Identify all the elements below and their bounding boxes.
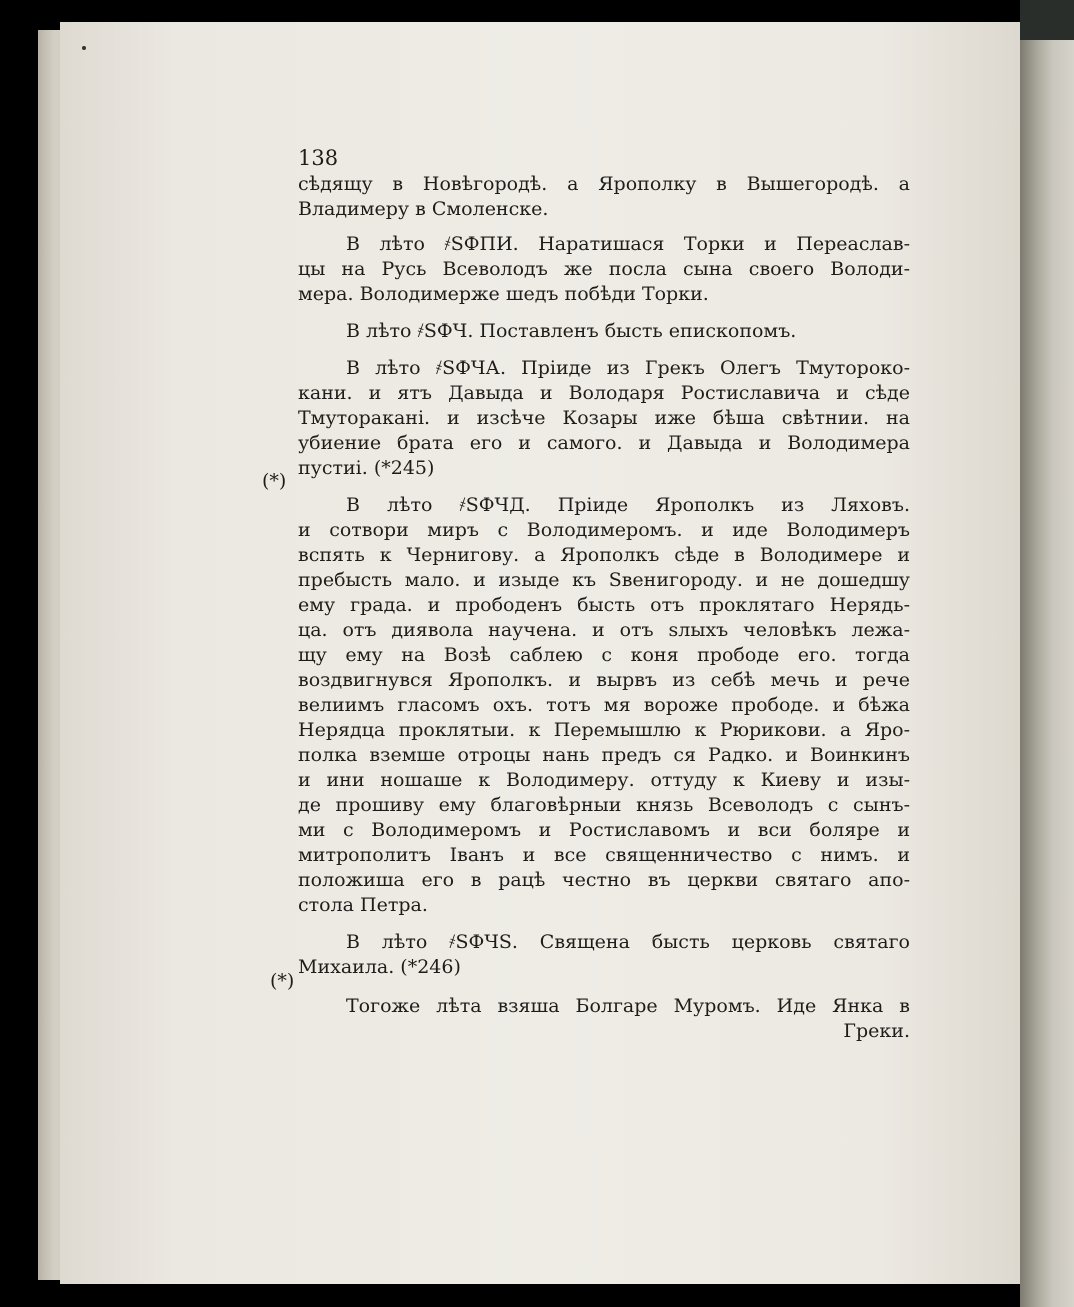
text-line: Тогоже лѣта взяша Болгаре Муромъ. Иде Янка в	[346, 995, 910, 1017]
text-line: В лѣто ҂ЅФЧД. Прiиде Ярополкъ из Ляховъ.	[346, 494, 910, 516]
text-line: и ини нoшаше к Володимеру. оттуду к Киеву и изы-	[298, 769, 910, 791]
book-spine	[1020, 0, 1074, 1307]
text-line: ми с Володимеромъ и Ростиславомъ и вси боляре и	[298, 819, 910, 841]
text-line: ему града. и прободенъ бысть отъ проклятаго Нерядь-	[298, 594, 910, 616]
page-number: 138	[298, 146, 339, 170]
page-dot-mark	[82, 46, 86, 50]
text-line: цы на Русь Всеволодъ же посла сына своего Володи-	[298, 258, 910, 280]
text-line: ца. отъ диявола научена. и отъ ѕлыхъ человѣкъ лежа-	[298, 619, 910, 641]
margin-note: (*)	[270, 970, 295, 992]
text-line: пустиі. (*245)	[298, 457, 435, 479]
text-line: щу ему на Возѣ саблею с коня прободе его. тогда	[298, 644, 910, 666]
text-line: вспять к Чернигову. а Ярополкъ сѣде в Володимере и	[298, 544, 910, 566]
text-line: де прошиву ему благовѣрныи князь Всеволодъ с сынъ-	[298, 794, 910, 816]
text-line: стола Петра.	[298, 894, 428, 916]
text-line: В лѣто ҂ЅФПИ. Наратишася Торки и Переаслав-	[346, 233, 910, 255]
text-line: В лѣто ҂ЅФЧА. Прiиде из Грекъ Олегъ Тмутороко-	[346, 357, 910, 379]
text-line: полка вземше отроцы нань предъ ся Радко. и Воинкинъ	[298, 744, 910, 766]
text-line: кани. и ятъ Давыда и Володаря Ростиславича и сѣде	[298, 382, 910, 404]
text-line: митрополитъ Iванъ и все священничество с нимъ. и	[298, 844, 910, 866]
page-text	[298, 172, 910, 1044]
book-spine-top	[1020, 0, 1074, 40]
text-line: воздвигнувся Ярополкъ. и вырвъ из себѣ мечь и рече	[298, 669, 910, 691]
text-line: Греки.	[843, 1020, 910, 1042]
margin-note: (*)	[262, 470, 287, 492]
text-line: и сотвори миръ с Володимеромъ. и иде Володимеръ	[298, 519, 910, 541]
text-line: положиша его в рацѣ честно въ церкви святаго апо-	[298, 869, 910, 891]
text-line: велиимъ гласомъ охъ. тотъ мя вороже прободе. и бѣжа	[298, 694, 910, 716]
text-line: пребысть мало. и изыде къ Ѕвенигороду. и не дошедшу	[298, 569, 910, 591]
text-line: Нерядца проклятыи. к Перемышлю к Рюрикови. а Яро-	[298, 719, 910, 741]
text-line: В лѣто ҂ЅФЧ. Поставленъ бысть епископомъ.	[346, 320, 797, 342]
text-line: убиение брата его и самого. и Давыда и Володимера	[298, 432, 910, 454]
text-line: В лѣто ҂ЅФЧЅ. Священа бысть церковь святаго	[346, 931, 910, 953]
text-line: сѣдящу в Новѣгородѣ. а Ярополку в Вышегородѣ. а	[298, 173, 910, 195]
text-line: Тмутораканi. и изсѣче Козары иже бѣша свѣтнии. на	[298, 407, 910, 429]
text-line: Михаила. (*246)	[298, 956, 461, 978]
text-line: мера. Володимерже шедъ побѣди Торки.	[298, 283, 709, 305]
text-line: Владимеру в Смоленске.	[298, 198, 549, 220]
